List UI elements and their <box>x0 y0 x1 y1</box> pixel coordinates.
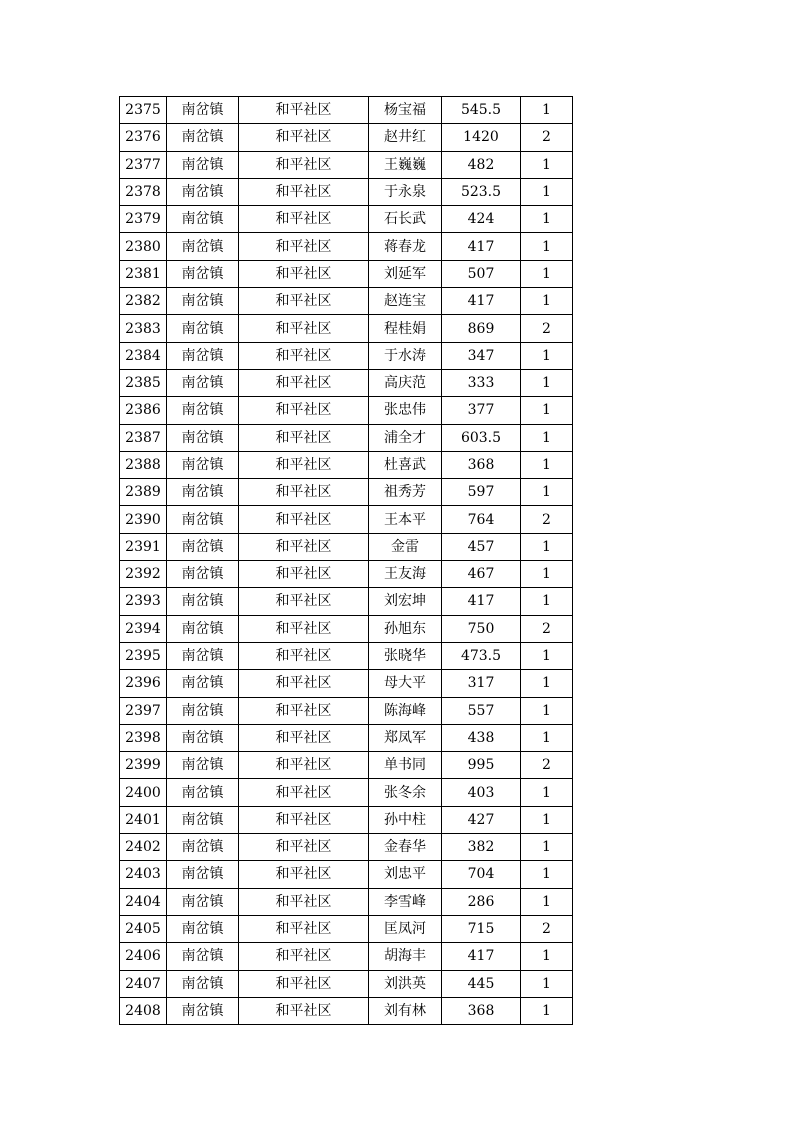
table-row <box>120 369 573 396</box>
cell-person-name: 张忠伟 <box>369 397 442 424</box>
table-row <box>120 615 573 642</box>
cell-town: 南岔镇 <box>167 861 239 888</box>
cell-serial-number: 2399 <box>120 752 167 779</box>
cell-amount: 417 <box>442 288 521 315</box>
cell-person-name: 程桂娟 <box>369 315 442 342</box>
cell-household-count: 1 <box>521 151 573 178</box>
cell-person-name: 浦全才 <box>369 424 442 451</box>
cell-serial-number: 2398 <box>120 724 167 751</box>
cell-household-count: 1 <box>521 642 573 669</box>
cell-household-count: 1 <box>521 479 573 506</box>
table-row <box>120 861 573 888</box>
cell-town: 南岔镇 <box>167 724 239 751</box>
cell-community: 和平社区 <box>239 151 369 178</box>
cell-community: 和平社区 <box>239 424 369 451</box>
cell-person-name: 匡凤河 <box>369 915 442 942</box>
cell-amount: 403 <box>442 779 521 806</box>
cell-amount: 457 <box>442 533 521 560</box>
table-row <box>120 561 573 588</box>
cell-serial-number: 2403 <box>120 861 167 888</box>
cell-household-count: 1 <box>521 424 573 451</box>
cell-serial-number: 2395 <box>120 642 167 669</box>
cell-serial-number: 2390 <box>120 506 167 533</box>
cell-community: 和平社区 <box>239 451 369 478</box>
cell-household-count: 1 <box>521 178 573 205</box>
cell-person-name: 孙旭东 <box>369 615 442 642</box>
cell-amount: 523.5 <box>442 178 521 205</box>
table-row <box>120 506 573 533</box>
cell-serial-number: 2405 <box>120 915 167 942</box>
cell-town: 南岔镇 <box>167 752 239 779</box>
table-row <box>120 670 573 697</box>
cell-community: 和平社区 <box>239 288 369 315</box>
cell-community: 和平社区 <box>239 342 369 369</box>
cell-amount: 869 <box>442 315 521 342</box>
cell-amount: 715 <box>442 915 521 942</box>
cell-serial-number: 2406 <box>120 943 167 970</box>
cell-person-name: 王巍巍 <box>369 151 442 178</box>
cell-amount: 482 <box>442 151 521 178</box>
cell-town: 南岔镇 <box>167 943 239 970</box>
cell-amount: 377 <box>442 397 521 424</box>
cell-town: 南岔镇 <box>167 615 239 642</box>
table-row <box>120 315 573 342</box>
cell-community: 和平社区 <box>239 834 369 861</box>
cell-person-name: 杨宝福 <box>369 97 442 124</box>
cell-amount: 286 <box>442 888 521 915</box>
cell-household-count: 1 <box>521 342 573 369</box>
cell-household-count: 1 <box>521 670 573 697</box>
cell-person-name: 李雪峰 <box>369 888 442 915</box>
table-row <box>120 451 573 478</box>
table-row <box>120 943 573 970</box>
table-row <box>120 724 573 751</box>
cell-household-count: 2 <box>521 315 573 342</box>
cell-amount: 597 <box>442 479 521 506</box>
cell-town: 南岔镇 <box>167 561 239 588</box>
cell-town: 南岔镇 <box>167 151 239 178</box>
cell-person-name: 刘忠平 <box>369 861 442 888</box>
cell-household-count: 1 <box>521 806 573 833</box>
cell-household-count: 2 <box>521 615 573 642</box>
cell-household-count: 1 <box>521 888 573 915</box>
cell-community: 和平社区 <box>239 479 369 506</box>
cell-serial-number: 2407 <box>120 970 167 997</box>
cell-community: 和平社区 <box>239 315 369 342</box>
cell-person-name: 蒋春龙 <box>369 233 442 260</box>
cell-town: 南岔镇 <box>167 233 239 260</box>
cell-household-count: 1 <box>521 970 573 997</box>
table-row <box>120 588 573 615</box>
cell-community: 和平社区 <box>239 561 369 588</box>
table-row <box>120 288 573 315</box>
table-row <box>120 342 573 369</box>
cell-serial-number: 2388 <box>120 451 167 478</box>
cell-community: 和平社区 <box>239 233 369 260</box>
cell-town: 南岔镇 <box>167 97 239 124</box>
cell-household-count: 1 <box>521 206 573 233</box>
table-row <box>120 752 573 779</box>
cell-household-count: 1 <box>521 943 573 970</box>
cell-amount: 445 <box>442 970 521 997</box>
cell-amount: 995 <box>442 752 521 779</box>
table-row <box>120 424 573 451</box>
cell-serial-number: 2381 <box>120 260 167 287</box>
cell-community: 和平社区 <box>239 615 369 642</box>
cell-household-count: 1 <box>521 834 573 861</box>
cell-person-name: 孙中柱 <box>369 806 442 833</box>
cell-serial-number: 2404 <box>120 888 167 915</box>
cell-serial-number: 2408 <box>120 997 167 1024</box>
cell-town: 南岔镇 <box>167 533 239 560</box>
cell-community: 和平社区 <box>239 752 369 779</box>
cell-amount: 603.5 <box>442 424 521 451</box>
cell-amount: 417 <box>442 943 521 970</box>
cell-serial-number: 2376 <box>120 124 167 151</box>
table-row <box>120 479 573 506</box>
cell-town: 南岔镇 <box>167 806 239 833</box>
cell-household-count: 1 <box>521 588 573 615</box>
cell-amount: 1420 <box>442 124 521 151</box>
cell-community: 和平社区 <box>239 397 369 424</box>
cell-person-name: 于水涛 <box>369 342 442 369</box>
cell-town: 南岔镇 <box>167 124 239 151</box>
table-row <box>120 915 573 942</box>
cell-town: 南岔镇 <box>167 315 239 342</box>
cell-serial-number: 2391 <box>120 533 167 560</box>
cell-serial-number: 2378 <box>120 178 167 205</box>
cell-household-count: 2 <box>521 124 573 151</box>
cell-person-name: 赵连宝 <box>369 288 442 315</box>
table-row <box>120 970 573 997</box>
cell-household-count: 1 <box>521 97 573 124</box>
cell-community: 和平社区 <box>239 533 369 560</box>
cell-community: 和平社区 <box>239 260 369 287</box>
cell-amount: 317 <box>442 670 521 697</box>
cell-household-count: 1 <box>521 397 573 424</box>
cell-town: 南岔镇 <box>167 997 239 1024</box>
cell-person-name: 张晓华 <box>369 642 442 669</box>
cell-amount: 424 <box>442 206 521 233</box>
cell-serial-number: 2401 <box>120 806 167 833</box>
cell-serial-number: 2384 <box>120 342 167 369</box>
cell-serial-number: 2377 <box>120 151 167 178</box>
cell-person-name: 刘宏坤 <box>369 588 442 615</box>
cell-amount: 704 <box>442 861 521 888</box>
cell-serial-number: 2375 <box>120 97 167 124</box>
table-row <box>120 178 573 205</box>
cell-community: 和平社区 <box>239 697 369 724</box>
cell-person-name: 祖秀芳 <box>369 479 442 506</box>
cell-town: 南岔镇 <box>167 834 239 861</box>
cell-amount: 750 <box>442 615 521 642</box>
cell-person-name: 金春华 <box>369 834 442 861</box>
cell-person-name: 陈海峰 <box>369 697 442 724</box>
cell-household-count: 1 <box>521 724 573 751</box>
cell-town: 南岔镇 <box>167 779 239 806</box>
cell-person-name: 郑凤军 <box>369 724 442 751</box>
cell-community: 和平社区 <box>239 178 369 205</box>
table-row <box>120 533 573 560</box>
cell-household-count: 1 <box>521 533 573 560</box>
cell-community: 和平社区 <box>239 588 369 615</box>
table-row <box>120 233 573 260</box>
cell-town: 南岔镇 <box>167 260 239 287</box>
cell-town: 南岔镇 <box>167 451 239 478</box>
roster-table-body <box>120 97 573 1025</box>
cell-amount: 333 <box>442 369 521 396</box>
cell-amount: 382 <box>442 834 521 861</box>
cell-household-count: 1 <box>521 288 573 315</box>
cell-person-name: 刘延军 <box>369 260 442 287</box>
cell-person-name: 胡海丰 <box>369 943 442 970</box>
cell-community: 和平社区 <box>239 861 369 888</box>
cell-person-name: 杜喜武 <box>369 451 442 478</box>
cell-person-name: 金雷 <box>369 533 442 560</box>
cell-household-count: 1 <box>521 997 573 1024</box>
cell-amount: 473.5 <box>442 642 521 669</box>
cell-person-name: 刘有林 <box>369 997 442 1024</box>
cell-community: 和平社区 <box>239 642 369 669</box>
cell-serial-number: 2402 <box>120 834 167 861</box>
cell-community: 和平社区 <box>239 670 369 697</box>
table-row <box>120 642 573 669</box>
table-row <box>120 260 573 287</box>
cell-town: 南岔镇 <box>167 369 239 396</box>
cell-town: 南岔镇 <box>167 915 239 942</box>
table-row <box>120 997 573 1024</box>
cell-amount: 347 <box>442 342 521 369</box>
cell-town: 南岔镇 <box>167 642 239 669</box>
cell-person-name: 张冬余 <box>369 779 442 806</box>
table-row <box>120 834 573 861</box>
cell-town: 南岔镇 <box>167 206 239 233</box>
cell-serial-number: 2394 <box>120 615 167 642</box>
cell-community: 和平社区 <box>239 997 369 1024</box>
cell-serial-number: 2382 <box>120 288 167 315</box>
cell-person-name: 赵井红 <box>369 124 442 151</box>
cell-amount: 368 <box>442 997 521 1024</box>
cell-community: 和平社区 <box>239 943 369 970</box>
cell-household-count: 2 <box>521 752 573 779</box>
cell-amount: 368 <box>442 451 521 478</box>
cell-serial-number: 2400 <box>120 779 167 806</box>
cell-person-name: 高庆范 <box>369 369 442 396</box>
cell-community: 和平社区 <box>239 915 369 942</box>
table-row <box>120 779 573 806</box>
cell-amount: 438 <box>442 724 521 751</box>
cell-person-name: 单书同 <box>369 752 442 779</box>
cell-town: 南岔镇 <box>167 670 239 697</box>
cell-community: 和平社区 <box>239 506 369 533</box>
cell-community: 和平社区 <box>239 724 369 751</box>
cell-town: 南岔镇 <box>167 970 239 997</box>
cell-household-count: 2 <box>521 915 573 942</box>
roster-table <box>119 96 573 1025</box>
cell-household-count: 1 <box>521 451 573 478</box>
cell-town: 南岔镇 <box>167 288 239 315</box>
cell-household-count: 1 <box>521 561 573 588</box>
cell-town: 南岔镇 <box>167 588 239 615</box>
cell-town: 南岔镇 <box>167 342 239 369</box>
cell-community: 和平社区 <box>239 124 369 151</box>
cell-amount: 417 <box>442 588 521 615</box>
cell-household-count: 1 <box>521 260 573 287</box>
cell-amount: 417 <box>442 233 521 260</box>
cell-amount: 427 <box>442 806 521 833</box>
cell-household-count: 1 <box>521 697 573 724</box>
table-row <box>120 697 573 724</box>
cell-community: 和平社区 <box>239 206 369 233</box>
cell-serial-number: 2380 <box>120 233 167 260</box>
cell-community: 和平社区 <box>239 779 369 806</box>
cell-serial-number: 2386 <box>120 397 167 424</box>
cell-town: 南岔镇 <box>167 479 239 506</box>
cell-household-count: 1 <box>521 369 573 396</box>
table-row <box>120 806 573 833</box>
cell-community: 和平社区 <box>239 888 369 915</box>
table-row <box>120 97 573 124</box>
cell-town: 南岔镇 <box>167 178 239 205</box>
cell-amount: 467 <box>442 561 521 588</box>
cell-amount: 545.5 <box>442 97 521 124</box>
table-row <box>120 206 573 233</box>
cell-town: 南岔镇 <box>167 397 239 424</box>
cell-amount: 557 <box>442 697 521 724</box>
cell-community: 和平社区 <box>239 806 369 833</box>
table-row <box>120 397 573 424</box>
cell-person-name: 于永泉 <box>369 178 442 205</box>
table-row <box>120 888 573 915</box>
cell-town: 南岔镇 <box>167 697 239 724</box>
cell-household-count: 1 <box>521 233 573 260</box>
cell-serial-number: 2393 <box>120 588 167 615</box>
cell-town: 南岔镇 <box>167 888 239 915</box>
cell-serial-number: 2396 <box>120 670 167 697</box>
cell-community: 和平社区 <box>239 970 369 997</box>
cell-person-name: 王本平 <box>369 506 442 533</box>
table-row <box>120 124 573 151</box>
table-row <box>120 151 573 178</box>
cell-household-count: 2 <box>521 506 573 533</box>
cell-community: 和平社区 <box>239 369 369 396</box>
cell-amount: 507 <box>442 260 521 287</box>
cell-serial-number: 2389 <box>120 479 167 506</box>
cell-household-count: 1 <box>521 861 573 888</box>
cell-town: 南岔镇 <box>167 424 239 451</box>
cell-household-count: 1 <box>521 779 573 806</box>
cell-serial-number: 2383 <box>120 315 167 342</box>
cell-serial-number: 2392 <box>120 561 167 588</box>
cell-serial-number: 2379 <box>120 206 167 233</box>
cell-serial-number: 2397 <box>120 697 167 724</box>
cell-amount: 764 <box>442 506 521 533</box>
cell-person-name: 王友海 <box>369 561 442 588</box>
cell-person-name: 刘洪英 <box>369 970 442 997</box>
cell-person-name: 母大平 <box>369 670 442 697</box>
cell-person-name: 石长武 <box>369 206 442 233</box>
cell-serial-number: 2387 <box>120 424 167 451</box>
cell-community: 和平社区 <box>239 97 369 124</box>
cell-serial-number: 2385 <box>120 369 167 396</box>
cell-town: 南岔镇 <box>167 506 239 533</box>
